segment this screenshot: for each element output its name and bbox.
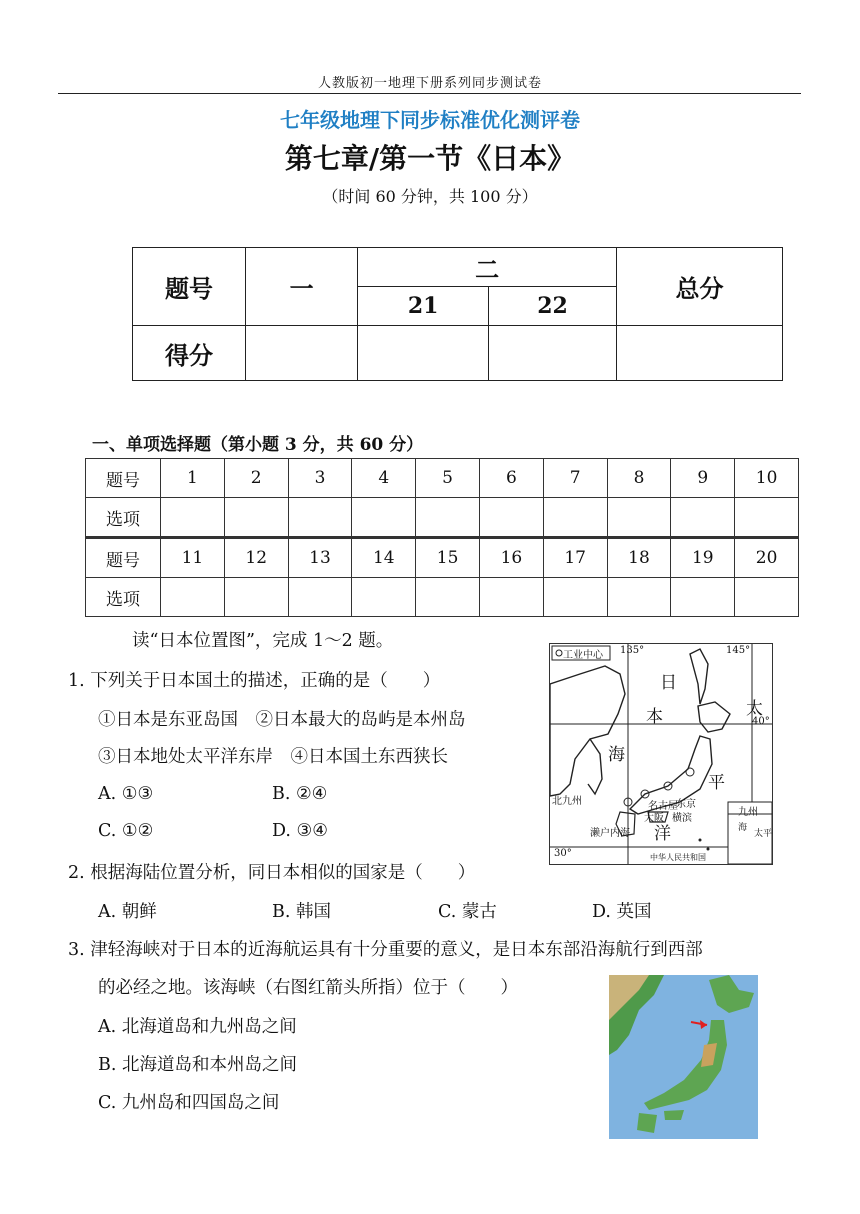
tsugaru-strait-map	[609, 975, 758, 1139]
answer-question-number: 15	[416, 538, 480, 578]
answer-choice-cell[interactable]	[607, 578, 671, 617]
map-lon-145: 145°	[726, 645, 751, 656]
q3-option-c[interactable]: C. 九州岛和四国岛之间	[98, 1093, 280, 1113]
answer-choice-cell[interactable]	[543, 498, 607, 538]
answer-question-number: 10	[735, 459, 799, 498]
answer-question-number: 7	[543, 459, 607, 498]
exam-title: 七年级地理下同步标准优化测评卷	[280, 108, 580, 132]
answer-choice-cell[interactable]	[735, 578, 799, 617]
answer-choice-cell[interactable]	[352, 498, 416, 538]
score-cell[interactable]	[617, 326, 783, 381]
map-ocean-label-1: 太	[746, 699, 763, 719]
answer-choice-cell[interactable]	[671, 498, 735, 538]
q1-option-b[interactable]: B. ②④	[272, 784, 328, 804]
answer-label-num: 题号	[86, 459, 161, 498]
answer-question-number: 6	[479, 459, 543, 498]
q1-option-d[interactable]: D. ③④	[272, 821, 328, 841]
score-header-num: 题号	[133, 248, 246, 326]
map-inset-sea: 海	[738, 823, 748, 833]
answer-choice-cell[interactable]	[479, 498, 543, 538]
answer-question-number: 5	[416, 459, 480, 498]
map-inset-title: 九州	[738, 807, 758, 818]
score-table	[132, 247, 783, 381]
answer-question-number: 17	[543, 538, 607, 578]
map-box-note: 中华人民共和国	[650, 853, 706, 862]
answer-question-number: 12	[224, 538, 288, 578]
answer-choice-cell[interactable]	[288, 578, 352, 617]
q1-statement-2: ③日本地处太平洋东岸 ④日本国土东西狭长	[98, 747, 448, 767]
answer-table	[85, 458, 799, 617]
score-header-total: 总分	[617, 248, 783, 326]
answer-question-number: 1	[161, 459, 225, 498]
answer-choice-cell[interactable]	[671, 578, 735, 617]
answer-question-number: 18	[607, 538, 671, 578]
map-sea-label-1: 日	[660, 673, 677, 693]
score-cell[interactable]	[358, 326, 489, 381]
map-sea-label-3: 海	[608, 745, 625, 765]
q3-option-a[interactable]: A. 北海道岛和九州岛之间	[98, 1017, 297, 1037]
answer-question-number: 11	[161, 538, 225, 578]
map-lat-30: 30°	[554, 848, 572, 859]
answer-question-number: 14	[352, 538, 416, 578]
answer-choice-cell[interactable]	[224, 578, 288, 617]
score-header-two: 二	[358, 248, 617, 287]
answer-choice-cell[interactable]	[479, 578, 543, 617]
score-sub-22: 22	[489, 287, 617, 326]
q1-option-c[interactable]: C. ①②	[98, 821, 154, 841]
map-seto-sea: 濑户内海	[590, 828, 630, 839]
score-cell[interactable]	[489, 326, 617, 381]
q2-option-a[interactable]: A. 朝鲜	[98, 902, 157, 922]
q3-option-b[interactable]: B. 北海道岛和本州岛之间	[98, 1055, 297, 1075]
map-lon-135: 135°	[620, 645, 645, 656]
answer-label-opt: 选项	[86, 498, 161, 538]
q1-statement-1: ①日本是东亚岛国 ②日本最大的岛屿是本州岛	[98, 710, 466, 730]
q1-stem: 1. 下列关于日本国土的描述，正确的是（ ）	[68, 671, 441, 691]
section-heading: 一、单项选择题（第小题 3 分，共 60 分）	[92, 435, 424, 455]
q3-stem: 3. 津轻海峡对于日本的近海航运具有十分重要的意义，是日本东部沿海航行到西部	[68, 940, 703, 960]
q2-stem: 2. 根据海陆位置分析，同日本相似的国家是（ ）	[68, 863, 476, 883]
q2-option-c[interactable]: C. 蒙古	[438, 902, 497, 922]
answer-choice-cell[interactable]	[352, 578, 416, 617]
time-note: （时间 60 分钟，共 100 分）	[322, 187, 538, 206]
header-rule	[58, 93, 801, 94]
score-sub-21: 21	[358, 287, 489, 326]
answer-question-number: 20	[735, 538, 799, 578]
answer-choice-cell[interactable]	[416, 498, 480, 538]
answer-question-number: 13	[288, 538, 352, 578]
answer-choice-cell[interactable]	[735, 498, 799, 538]
q2-option-b[interactable]: B. 韩国	[272, 902, 331, 922]
map-city-yokohama: 横滨	[672, 813, 692, 824]
japan-location-map	[549, 643, 773, 865]
answer-question-number: 4	[352, 459, 416, 498]
answer-question-number: 3	[288, 459, 352, 498]
answer-question-number: 2	[224, 459, 288, 498]
answer-choice-cell[interactable]	[416, 578, 480, 617]
map-city-nagoya: 名古屋	[648, 801, 678, 812]
score-cell[interactable]	[246, 326, 358, 381]
answer-label-num: 题号	[86, 538, 161, 578]
intro-text: 读“日本位置图”，完成 1～2 题。	[132, 631, 394, 651]
q1-option-a[interactable]: A. ①③	[98, 784, 154, 804]
map-ocean-label-3: 洋	[654, 824, 671, 844]
q2-option-d[interactable]: D. 英国	[592, 902, 652, 922]
map-ocean-label-2: 平	[708, 773, 725, 793]
answer-question-number: 19	[671, 538, 735, 578]
answer-choice-cell[interactable]	[607, 498, 671, 538]
map-legend-label: 工业中心	[563, 650, 603, 661]
chapter-title: 第七章/第一节《日本》	[284, 142, 576, 175]
answer-question-number: 8	[607, 459, 671, 498]
map-city-tokyo: 东京	[676, 799, 696, 810]
answer-choice-cell[interactable]	[161, 578, 225, 617]
score-row-label: 得分	[133, 326, 246, 381]
answer-choice-cell[interactable]	[543, 578, 607, 617]
answer-choice-cell[interactable]	[224, 498, 288, 538]
answer-label-opt: 选项	[86, 578, 161, 617]
answer-choice-cell[interactable]	[288, 498, 352, 538]
map-lat-40: 40°	[752, 716, 770, 727]
score-header-one: 一	[246, 248, 358, 326]
answer-choice-cell[interactable]	[161, 498, 225, 538]
map-city-osaka: 大阪	[644, 813, 664, 824]
map-city-kitakyushu: 北九州	[552, 796, 582, 807]
q3-stem-cont: 的必经之地。该海峡（右图红箭头所指）位于（ ）	[98, 978, 518, 998]
answer-question-number: 9	[671, 459, 735, 498]
page-header: 人教版初一地理下册系列同步测试卷	[317, 76, 542, 91]
map-inset-pacific: 太平	[754, 829, 773, 839]
answer-question-number: 16	[479, 538, 543, 578]
map-sea-label-2: 本	[646, 707, 663, 727]
